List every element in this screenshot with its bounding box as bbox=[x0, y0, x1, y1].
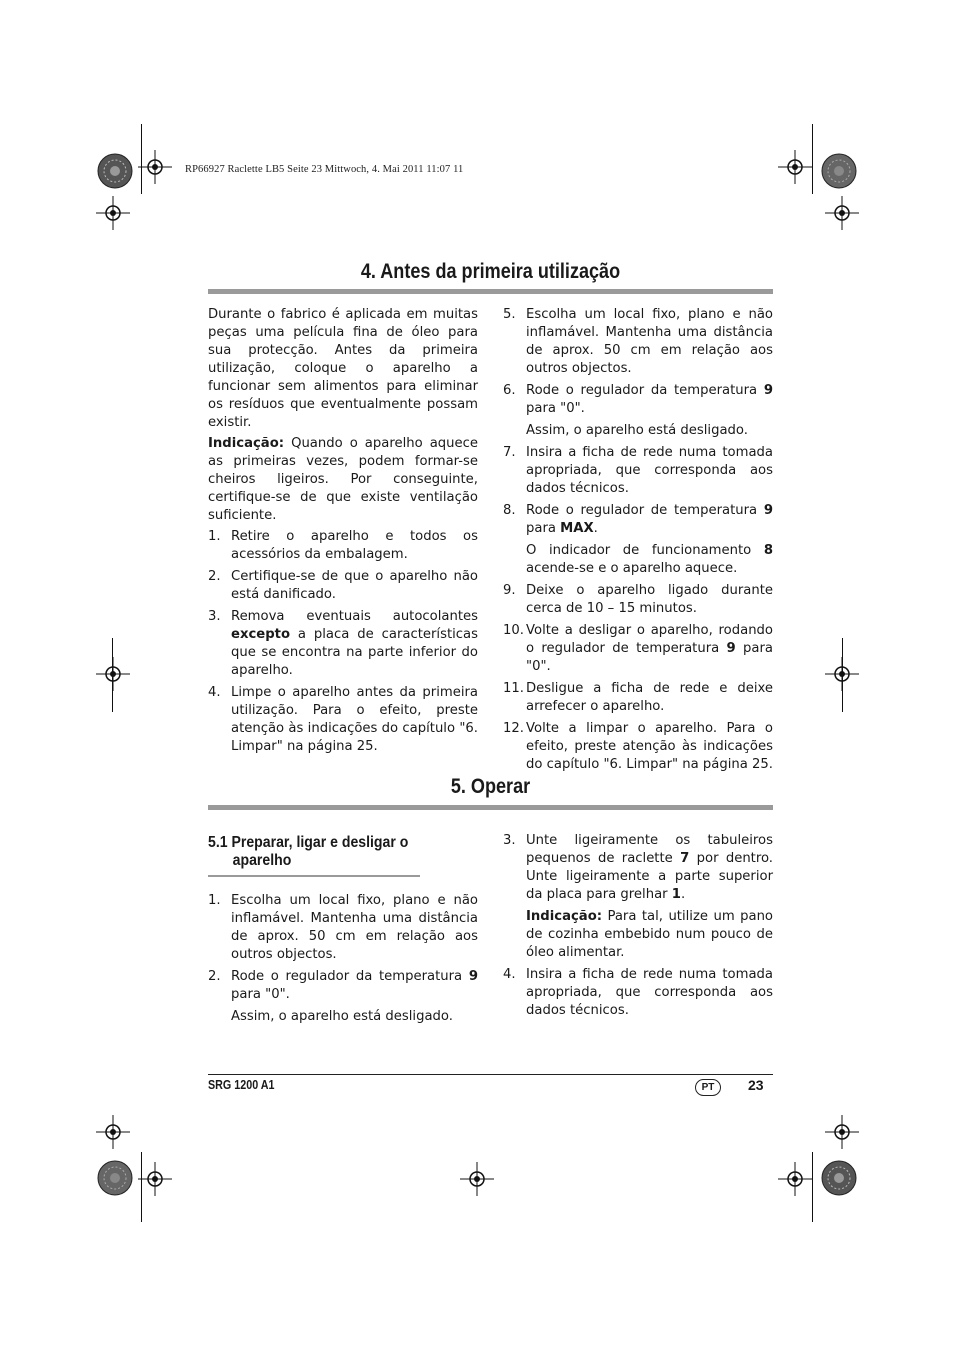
crop-mark-crosshair-icon bbox=[825, 1115, 859, 1149]
note-label: Indicação: bbox=[208, 436, 285, 451]
color-wheel-icon bbox=[821, 1160, 857, 1196]
section-5-rule bbox=[208, 805, 773, 810]
intro-paragraph: Durante o fabrico é aplicada em muitas peças uma película fina de óleo para sua protecção. Antes da primeira utilização, coloque o aparelho a funcionar sem alimentos para eliminar os resíduos que eventualmente possam existir. bbox=[208, 307, 478, 430]
color-wheel-icon bbox=[97, 153, 133, 189]
list-item: 2. Rode o regulador da temperatura 9 para "0". bbox=[208, 969, 478, 1002]
list-item: 8. Rode o regulador de temperatura 9 para MAX. bbox=[503, 503, 773, 536]
page-number: 23 bbox=[748, 1077, 764, 1093]
list-item: 11. Desligue a ficha de rede e deixe arrefecer o aparelho. bbox=[503, 681, 773, 714]
list-item: 4. Insira a ficha de rede numa tomada apropriada, que corresponda aos dados técnicos. bbox=[503, 967, 773, 1018]
crop-line bbox=[842, 638, 843, 712]
list-item: 3. Remova eventuais autocolantes excepto a placa de características que se encontra na parte inferior do aparelho. bbox=[208, 609, 478, 678]
list-item: 9. Deixe o aparelho ligado durante cerca de 10 – 15 minutos. bbox=[503, 583, 773, 616]
list-item: 2. Certifique-se de que o aparelho não está danificado. bbox=[208, 569, 478, 602]
crop-mark-crosshair-icon bbox=[460, 1162, 494, 1196]
crop-mark-crosshair-icon bbox=[778, 150, 812, 184]
step-2-note: Assim, o aparelho está desligado. bbox=[231, 1009, 453, 1024]
crop-mark-crosshair-icon bbox=[96, 657, 130, 691]
note-paragraph: Indicação: Para tal, utilize um pano de cozinha embebido num pouco de óleo alimentar. bbox=[526, 909, 773, 960]
crop-line bbox=[812, 1152, 813, 1222]
print-header: RP66927 Raclette LB5 Seite 23 Mittwoch, 4. Mai 2011 11:07 11 bbox=[185, 164, 464, 175]
footer-rule bbox=[208, 1074, 773, 1075]
crop-line bbox=[141, 124, 142, 194]
section-4-left-column bbox=[208, 306, 478, 760]
crop-line bbox=[812, 124, 813, 194]
crop-mark-crosshair-icon bbox=[96, 196, 130, 230]
list-item: 3. Unte ligeiramente os tabuleiros pequenos de raclette 7 por dentro. Unte ligeiramente a parte superior da placa para grelhar 1. bbox=[503, 833, 774, 902]
list-item: 7. Insira a ficha de rede numa tomada apropriada, que corresponda aos dados técnicos. bbox=[503, 445, 773, 496]
section-4-right-column bbox=[503, 306, 773, 778]
section-4-rule bbox=[208, 289, 773, 294]
note-text: Quando o aparelho aquece as primeiras vezes, podem formar-se cheiros ligeiros. Por conseguinte, certifique-se de que existe ventilação suficiente. bbox=[208, 436, 478, 523]
list-item: 10. Volte a desligar o aparelho, rodando o regulador de temperatura 9 para "0". bbox=[503, 623, 773, 674]
color-wheel-icon bbox=[821, 153, 857, 189]
footer-model: SRG 1200 A1 bbox=[208, 1078, 275, 1092]
color-wheel-icon bbox=[97, 1160, 133, 1196]
note-paragraph bbox=[208, 435, 478, 525]
crop-line bbox=[112, 638, 113, 712]
list-item: 1. Retire o aparelho e todos os acessórios da embalagem. bbox=[208, 529, 478, 562]
list-item: 4. Limpe o aparelho antes da primeira utilização. Para o efeito, preste atenção às indicações do capítulo "6. Limpar" na página 25. bbox=[208, 685, 478, 754]
crop-mark-crosshair-icon bbox=[138, 1162, 172, 1196]
section-5-right-column bbox=[503, 832, 773, 1024]
list-item: 1. Escolha um local fixo, plano e não inflamável. Mantenha uma distância de aprox. 50 cm em relação aos outros objectos. bbox=[208, 893, 478, 962]
crop-mark-crosshair-icon bbox=[778, 1162, 812, 1196]
crop-mark-crosshair-icon bbox=[138, 150, 172, 184]
section-5-left-column bbox=[208, 834, 478, 1030]
subsection-rule bbox=[208, 875, 420, 877]
list-item: 5. Escolha um local fixo, plano e não inflamável. Mantenha uma distância de aprox. 50 cm em relação aos outros objectos. bbox=[503, 307, 773, 376]
subsection-title: 5.1 Preparar, ligar e desligar o aparelho bbox=[208, 834, 409, 869]
section-4-title: 4. Antes da primeira utilização bbox=[360, 260, 621, 283]
step-6-note: Assim, o aparelho está desligado. bbox=[526, 423, 748, 438]
language-badge: PT bbox=[695, 1079, 721, 1096]
crop-mark-crosshair-icon bbox=[825, 196, 859, 230]
list-item: 12. Volte a limpar o aparelho. Para o efeito, preste atenção às indicações do capítulo "6. Limpar" na página 25. bbox=[503, 721, 774, 772]
crop-mark-crosshair-icon bbox=[96, 1115, 130, 1149]
section-5-title: 5. Operar bbox=[450, 775, 531, 798]
step-8-note: O indicador de funcionamento 8 acende-se e o aparelho aquece. bbox=[526, 543, 773, 576]
list-item: 6. Rode o regulador da temperatura 9 para "0". bbox=[503, 383, 773, 416]
crop-line bbox=[141, 1152, 142, 1222]
